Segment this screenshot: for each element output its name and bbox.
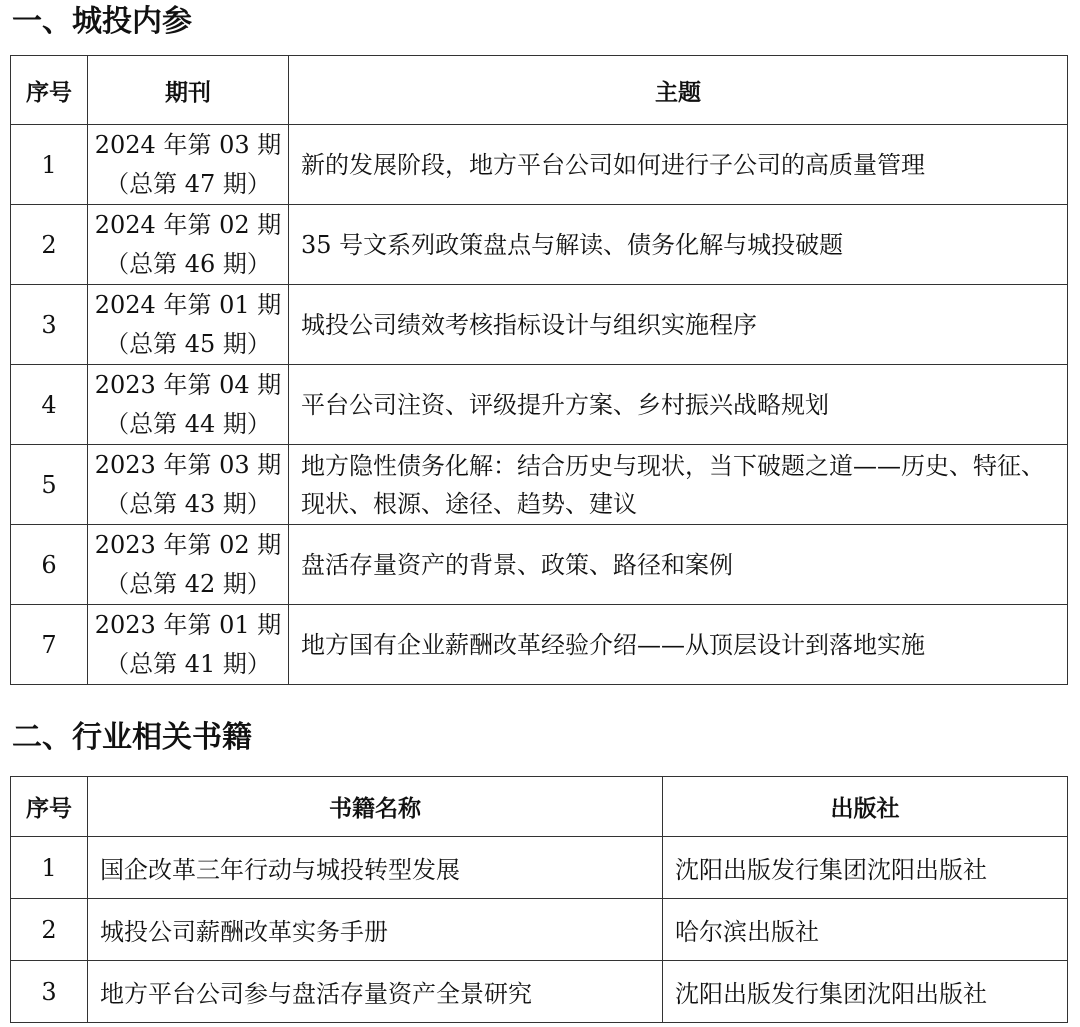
period-line1: 2023 年第 02 期 (94, 530, 282, 559)
period-line1: 2024 年第 01 期 (94, 290, 282, 319)
period-line2: （总第 44 期） (105, 409, 271, 438)
section-title-books: 二、行业相关书籍 (12, 720, 252, 755)
table-row (11, 837, 1068, 899)
row-publisher: 沈阳出版发行集团沈阳出版社 (663, 837, 1068, 899)
row-index: 5 (11, 445, 88, 525)
row-topic: 地方隐性债务化解：结合历史与现状，当下破题之道——历史、特征、现状、根源、途径、趋势、建议 (289, 445, 1068, 525)
row-index: 2 (11, 205, 88, 285)
table-row (11, 961, 1068, 1023)
table-row (11, 285, 1068, 365)
header-index: 序号 (11, 56, 88, 125)
row-index: 2 (11, 899, 88, 961)
period-line2: （总第 42 期） (105, 569, 271, 598)
table-row (11, 365, 1068, 445)
table-row (11, 445, 1068, 525)
row-index: 3 (11, 285, 88, 365)
section-title-journals: 一、城投内参 (12, 4, 192, 39)
row-book-name: 地方平台公司参与盘活存量资产全景研究 (88, 961, 663, 1023)
row-index: 1 (11, 837, 88, 899)
journal-table (10, 55, 1068, 685)
header-index: 序号 (11, 777, 88, 837)
row-index: 3 (11, 961, 88, 1023)
row-index: 7 (11, 605, 88, 685)
header-publisher: 出版社 (663, 777, 1068, 837)
table-row (11, 899, 1068, 961)
period-line2: （总第 41 期） (105, 649, 271, 678)
row-topic: 盘活存量资产的背景、政策、路径和案例 (289, 525, 1068, 605)
table-header-row (11, 56, 1068, 125)
period-line1: 2024 年第 03 期 (94, 130, 282, 159)
period-line2: （总第 46 期） (105, 249, 271, 278)
row-topic: 平台公司注资、评级提升方案、乡村振兴战略规划 (289, 365, 1068, 445)
row-publisher: 沈阳出版发行集团沈阳出版社 (663, 961, 1068, 1023)
period-line2: （总第 45 期） (105, 329, 271, 358)
table-header-row (11, 777, 1068, 837)
table-row (11, 605, 1068, 685)
row-publisher: 哈尔滨出版社 (663, 899, 1068, 961)
period-line2: （总第 47 期） (105, 169, 271, 198)
row-index: 4 (11, 365, 88, 445)
row-period (88, 285, 289, 365)
row-book-name: 国企改革三年行动与城投转型发展 (88, 837, 663, 899)
period-line1: 2023 年第 04 期 (94, 370, 282, 399)
row-topic: 城投公司绩效考核指标设计与组织实施程序 (289, 285, 1068, 365)
period-line2: （总第 43 期） (105, 489, 271, 518)
book-table (10, 776, 1068, 1023)
row-period (88, 125, 289, 205)
row-period (88, 445, 289, 525)
table-row (11, 205, 1068, 285)
row-topic: 地方国有企业薪酬改革经验介绍——从顶层设计到落地实施 (289, 605, 1068, 685)
table-row (11, 525, 1068, 605)
row-index: 1 (11, 125, 88, 205)
row-book-name: 城投公司薪酬改革实务手册 (88, 899, 663, 961)
row-index: 6 (11, 525, 88, 605)
row-period (88, 205, 289, 285)
period-line1: 2023 年第 03 期 (94, 450, 282, 479)
row-period (88, 605, 289, 685)
table-row (11, 125, 1068, 205)
header-book-name: 书籍名称 (88, 777, 663, 837)
header-period: 期刊 (88, 56, 289, 125)
header-topic: 主题 (289, 56, 1068, 125)
period-line1: 2024 年第 02 期 (94, 210, 282, 239)
period-line1: 2023 年第 01 期 (94, 610, 282, 639)
row-topic: 35 号文系列政策盘点与解读、债务化解与城投破题 (289, 205, 1068, 285)
row-period (88, 365, 289, 445)
row-topic: 新的发展阶段，地方平台公司如何进行子公司的高质量管理 (289, 125, 1068, 205)
row-period (88, 525, 289, 605)
